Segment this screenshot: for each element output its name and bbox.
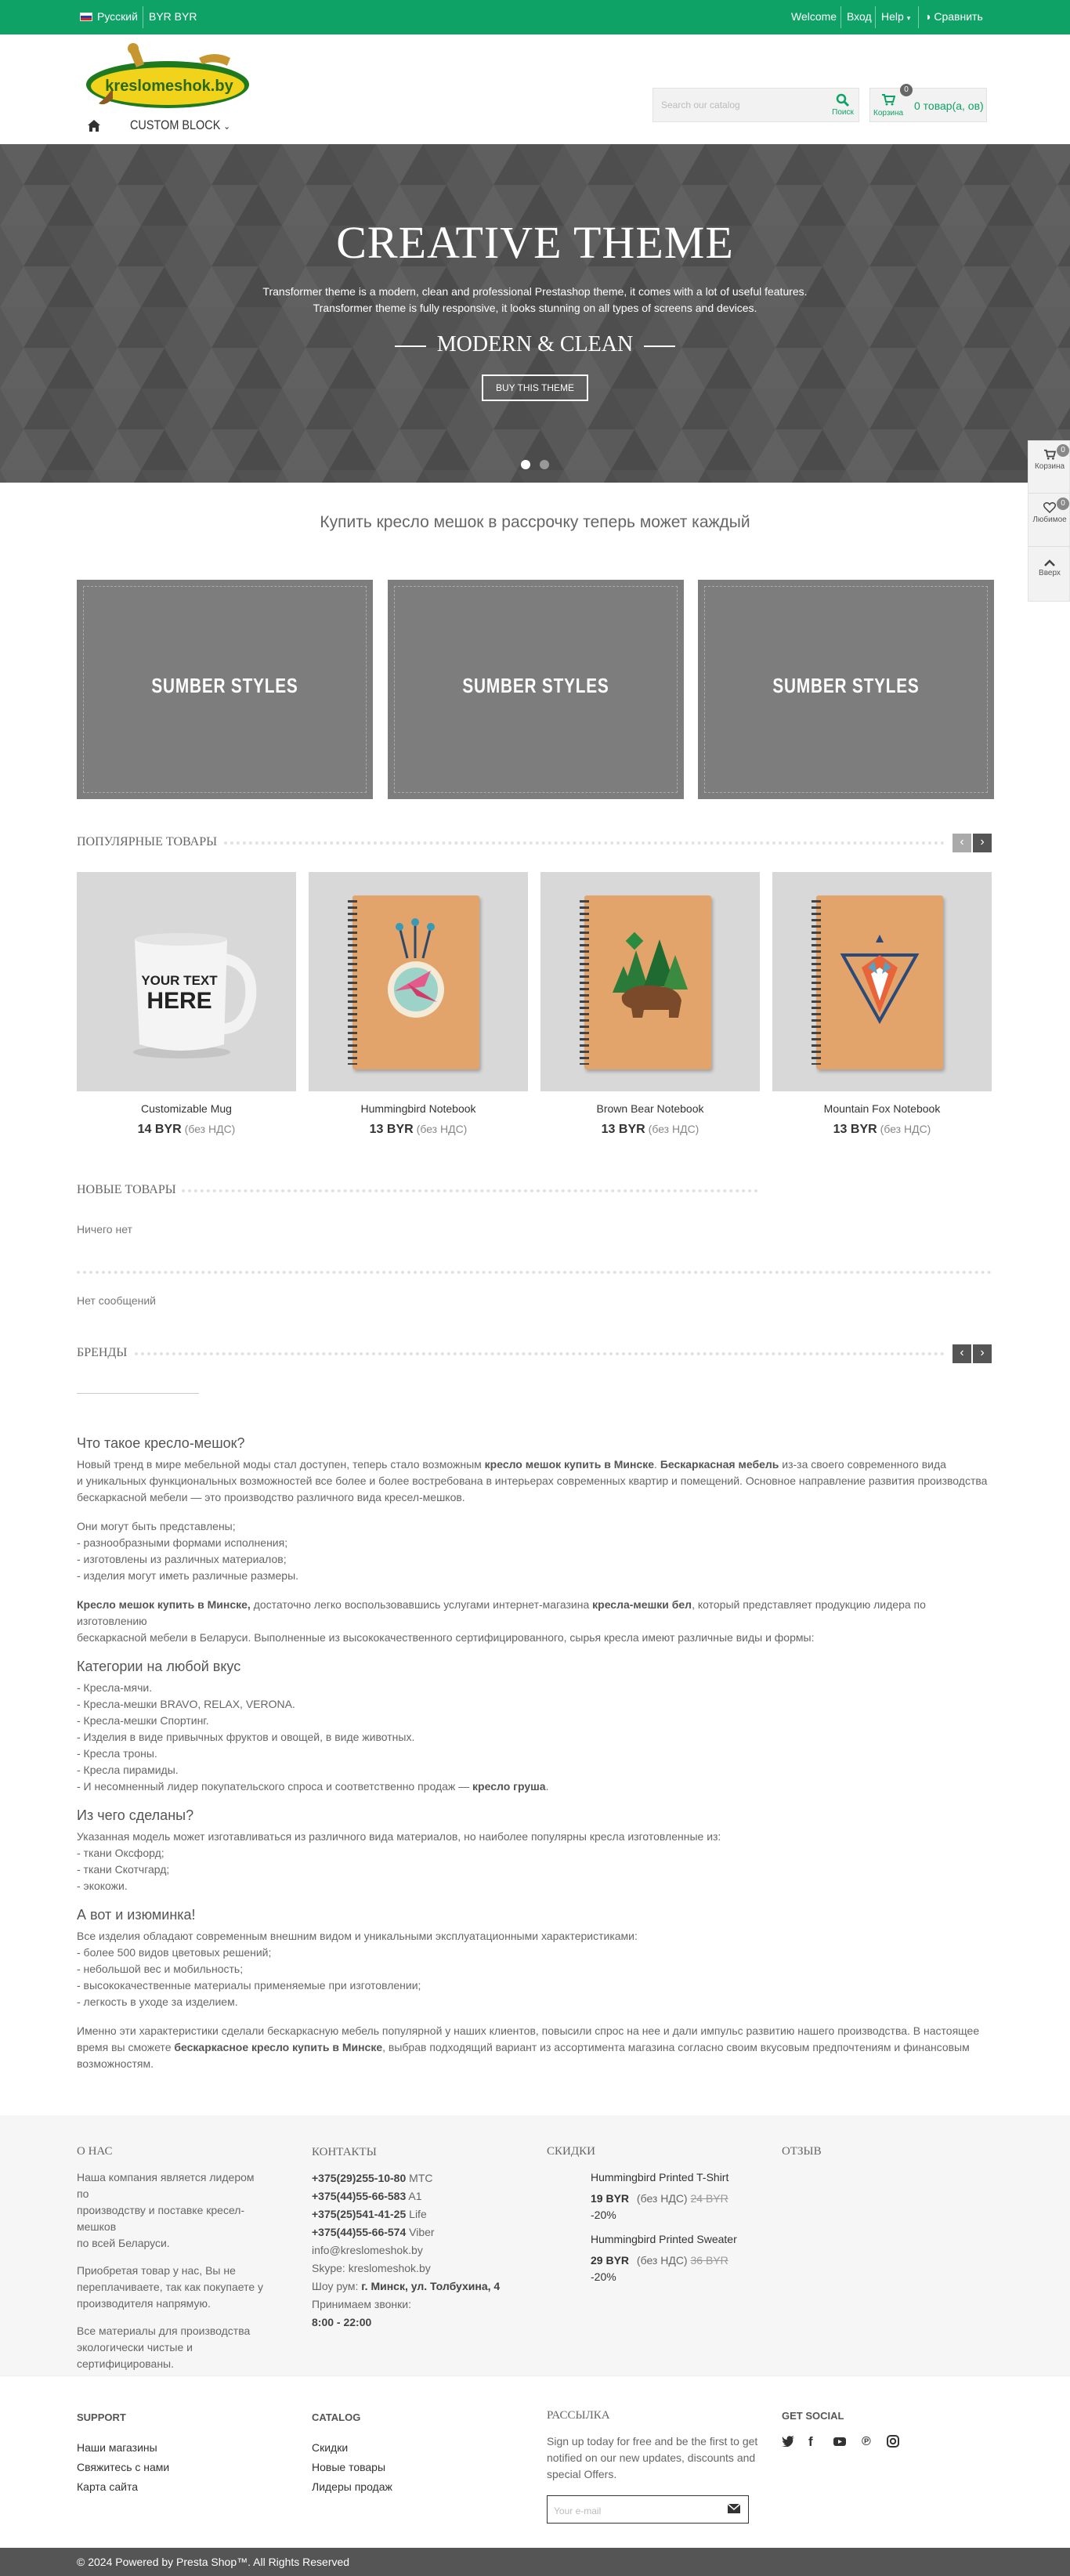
- product-name[interactable]: Customizable Mug: [141, 1102, 232, 1115]
- side-favorites[interactable]: Любимое 0: [1028, 502, 1070, 524]
- link-contact[interactable]: Свяжитесь с нами: [77, 2461, 170, 2473]
- article-heading: А вот и изюминка!: [77, 1907, 196, 1923]
- currency-selector[interactable]: BYR BYR: [149, 10, 197, 23]
- chevron-down-icon: ▾: [906, 14, 911, 22]
- twitter-icon[interactable]: [782, 2435, 794, 2451]
- cart-count-badge: 0: [900, 84, 913, 96]
- banner-3[interactable]: SUMBER STYLES: [698, 580, 994, 799]
- tagline: Купить кресло мешок в рассрочку теперь может каждый: [320, 513, 750, 531]
- envelope-icon[interactable]: [728, 2502, 740, 2519]
- cart-icon: [1043, 449, 1056, 460]
- home-icon[interactable]: [86, 118, 102, 133]
- cart-label: Корзина: [873, 109, 904, 118]
- help-dropdown[interactable]: Help ▾: [881, 10, 911, 23]
- footer-specials: СКИДКИ Hummingbird Printed T-Shirt 19 BYR (без НДС) 24 BYR -20% Hummingbird Printed Sweater 29 BYR (без НДС) 36 BYR -20%: [547, 2144, 766, 2285]
- product-name[interactable]: Mountain Fox Notebook: [823, 1102, 941, 1115]
- seo-article: Что такое кресло-мешок? Новый тренд в мире мебельной моды стал доступен, теперь стало возможным кресло мешок купить в Минске. Бескаркасная мебель из-за своего современного вида и уникальных функциональных возможностей все более и более востребована в интерьерах современных квартир и помещений. Основное направление развития производства бескаркасной мебели — это производство различного вида кресел-мешков. Они могут быть представлены; - разнообразными формами исполнения; - изготовлены из различных материалов; - изделия могут иметь различные размеры. Кресло мешок купить в Минске, достаточно легко воспользовавшись услугами интернет-магазина кресла-мешки бел, который представляет продукцию лидера по изготовлению бескаркасной мебели в Беларуси. Выполненные из высококачественного сертифицированного, сырья кресла имеют различные виды и формы: Категории на любой вкус - Кресла-мячи. - Кресла-мешки BRAVO, RELAX, VERONA. - Кресла-мешки Спортинг. - Изделия в виде привычных фруктов и овощей, в виде животных. - Кресла троны. - Кресла пирамиды. - И несомненный лидер покупательского спроса и соответственно продаж — кресло груша. Из чего сделаны? Указанная модель может изготавливаться из различного вида материалов, но наиболее популярны кресла изготовленные из: - ткани Оксфорд; - ткани Скотчгард; - экокожи. А вот и изюминка! Все изделия обладают современным внешним видом и уникальными эксплуатационными характеристиками: - более 500 видов цветовых решений; - небольшой вес и мобильность; - высококачественные материалы применяемые при изготовлении; - легкость в уходе за изделием. Именно эти характеристики сделали бескаркасную мебель популярной у наших клиентов, повысили спрос на нее и дали импульс развитию нашего производства. В настоящее время вы сможете бескаркасное кресло купить в Минске, выбрав подходящий вариант из ассортимента магазина согласно своим вкусовым предпочтениям и финансовым возможностям.: [77, 1435, 993, 2072]
- side-panel: [1028, 440, 1070, 602]
- contact-email[interactable]: info@kreslomeshok.by: [312, 2244, 423, 2256]
- product-price: 13 BYR (без НДС): [369, 1123, 468, 1136]
- side-cart[interactable]: Корзина 0: [1028, 449, 1070, 471]
- heart-icon: [1043, 502, 1056, 513]
- search-icon: [836, 93, 850, 107]
- footer-catalog: CATALOG Скидки Новые товары Лидеры продаж: [312, 2408, 500, 2497]
- popular-carousel-arrows: [953, 834, 993, 852]
- compare-icon: ◑: [924, 10, 931, 23]
- banner-2[interactable]: SUMBER STYLES: [388, 580, 684, 799]
- new-products-title: НОВЫЕ ТОВАРЫ: [77, 1183, 176, 1196]
- special-product-name[interactable]: Hummingbird Printed T-Shirt: [591, 2171, 729, 2183]
- footer-support: SUPPORT Наши магазины Свяжитесь с нами Карта сайта: [77, 2408, 265, 2497]
- copyright-bar: [0, 2548, 1070, 2576]
- product-name[interactable]: Hummingbird Notebook: [360, 1102, 476, 1115]
- phone-life[interactable]: +375(25)541-41-25 Life: [312, 2208, 427, 2220]
- footer-social: GET SOCIAL f ℗: [782, 2408, 970, 2454]
- brands-carousel-arrows: [953, 1344, 993, 1363]
- link-new-products[interactable]: Новые товары: [312, 2461, 386, 2473]
- compare-link[interactable]: ◑ Сравнить: [924, 10, 983, 23]
- top-bar: [0, 0, 1070, 34]
- product-price: 13 BYR (без НДС): [833, 1123, 931, 1136]
- chevron-up-icon: [1043, 559, 1056, 566]
- next-arrow-icon[interactable]: ›: [973, 1344, 992, 1363]
- newsletter-form: [547, 2495, 749, 2524]
- contact-showroom: Шоу рум: г. Минск, ул. Толбухина, 4: [312, 2280, 501, 2292]
- newsletter-email-input[interactable]: Your e-mail: [554, 2505, 602, 2516]
- buy-theme-button[interactable]: BUY THIS THEME: [482, 374, 588, 401]
- phone-a1[interactable]: +375(44)55-66-583 A1: [312, 2190, 422, 2202]
- footer-links: [0, 2375, 1070, 2548]
- search-input[interactable]: Search our catalog: [661, 99, 740, 110]
- facebook-icon[interactable]: f: [808, 2434, 813, 2449]
- pinterest-icon[interactable]: ℗: [862, 2435, 871, 2448]
- phone-viber[interactable]: +375(44)55-66-574 Viber: [312, 2226, 435, 2238]
- product-price: 13 BYR (без НДС): [601, 1123, 699, 1136]
- product-price: 14 BYR (без НДС): [137, 1123, 236, 1136]
- site-logo[interactable]: [81, 41, 254, 116]
- article-heading: Что такое кресло-мешок?: [77, 1435, 245, 1451]
- product-image[interactable]: [540, 872, 760, 1091]
- product-card[interactable]: [309, 872, 528, 1137]
- slider-dot-2[interactable]: [540, 460, 549, 469]
- product-image[interactable]: [309, 872, 528, 1091]
- footer-info: [0, 2115, 1070, 2375]
- cart-summary: 0 товар(а, ов): [914, 99, 984, 112]
- slider-dot-1[interactable]: [521, 460, 530, 469]
- product-card[interactable]: [772, 872, 992, 1137]
- footer-review: ОТЗЫВ: [782, 2145, 822, 2158]
- article-heading: Категории на любой вкус: [77, 1659, 241, 1674]
- search-button[interactable]: Поиск: [829, 90, 857, 120]
- footer-about: О НАС Наша компания является лидером по производству и поставке кресел-мешков по всей Беларуси. Приобретая товар у нас, Вы не переплачиваете, так как покупаете у производителя напрямую. Все материалы для производства экологически чистые и сертифицированы.: [77, 2145, 264, 2370]
- hero-subtitle: MODERN & CLEAN: [0, 332, 1070, 357]
- login-link[interactable]: Вход: [847, 10, 872, 23]
- search-box: [652, 88, 859, 122]
- new-products-empty: Ничего нет: [77, 1223, 132, 1236]
- svg-text:YOUR TEXT: YOUR TEXT: [141, 973, 218, 988]
- link-best-sellers[interactable]: Лидеры продаж: [312, 2480, 392, 2493]
- phone-mts[interactable]: +375(29)255-10-80 МТС: [312, 2172, 433, 2184]
- footer-contacts: КОНТАКТЫ +375(29)255-10-80 МТС +375(44)55-66-583 A1 +375(25)541-41-25 Life +375(44)55-66-574 Viber info@kreslomeshok.by Skype: kreslomeshok.by Шоу рум: г. Минск, ул. Толбухина, 4 Принимаем звонки: 8:00 - 22:00: [312, 2144, 515, 2332]
- footer-newsletter: РАССЫЛКА Sign up today for free and be the first to get notified on our new updates, discounts and special Offers. Your e-mail: [547, 2408, 766, 2524]
- hero-title: CREATIVE THEME: [336, 217, 734, 268]
- product-card[interactable]: [540, 872, 760, 1137]
- special-product-name[interactable]: Hummingbird Printed Sweater: [591, 2233, 737, 2245]
- language-selector[interactable]: Русский: [97, 10, 138, 23]
- next-arrow-icon[interactable]: ›: [973, 834, 992, 852]
- contact-skype: Skype: kreslomeshok.by: [312, 2262, 431, 2274]
- svg-text:HERE: HERE: [146, 988, 212, 1014]
- prev-arrow-icon[interactable]: ‹: [953, 1344, 971, 1363]
- site-header: [0, 34, 1070, 144]
- logo-text: kreslomeshok.by: [105, 78, 233, 95]
- link-sitemap[interactable]: Карта сайта: [77, 2480, 138, 2493]
- prev-arrow-icon[interactable]: ‹: [953, 834, 971, 852]
- link-specials[interactable]: Скидки: [312, 2441, 349, 2454]
- back-to-top[interactable]: Вверх: [1028, 559, 1070, 577]
- product-card[interactable]: [77, 872, 296, 1137]
- russia-flag-icon: [80, 13, 92, 21]
- link-stores[interactable]: Наши магазины: [77, 2441, 157, 2454]
- cart-block[interactable]: [869, 85, 987, 122]
- product-image[interactable]: [77, 872, 296, 1091]
- cart-icon: [881, 93, 895, 108]
- brands-title: БРЕНДЫ: [77, 1346, 128, 1359]
- product-name[interactable]: Brown Bear Notebook: [596, 1102, 704, 1115]
- nav-custom-block[interactable]: CUSTOM BLOCK ⌄: [130, 118, 230, 132]
- youtube-icon[interactable]: [833, 2435, 846, 2451]
- product-image[interactable]: [772, 872, 992, 1091]
- banner-1[interactable]: SUMBER STYLES: [77, 580, 373, 799]
- welcome-text: Welcome: [791, 10, 837, 23]
- hero-slider: [0, 144, 1070, 483]
- instagram-icon[interactable]: [887, 2435, 899, 2452]
- hero-line-2: Transformer theme is fully responsive, it looks stunning on all types of screens and devices.: [313, 302, 757, 314]
- divider: [77, 1393, 199, 1394]
- copyright-text: © 2024 Powered by Presta Shop™. All Rights Reserved: [77, 2556, 350, 2568]
- chevron-down-icon: ⌄: [223, 121, 230, 132]
- messages-empty: Нет сообщений: [77, 1294, 157, 1307]
- article-heading: Из чего сделаны?: [77, 1807, 194, 1823]
- popular-products-title: ПОПУЛЯРНЫЕ ТОВАРЫ: [77, 835, 218, 848]
- hero-line-1: Transformer theme is a modern, clean and professional Prestashop theme, it comes with a lot of useful features.: [262, 285, 808, 298]
